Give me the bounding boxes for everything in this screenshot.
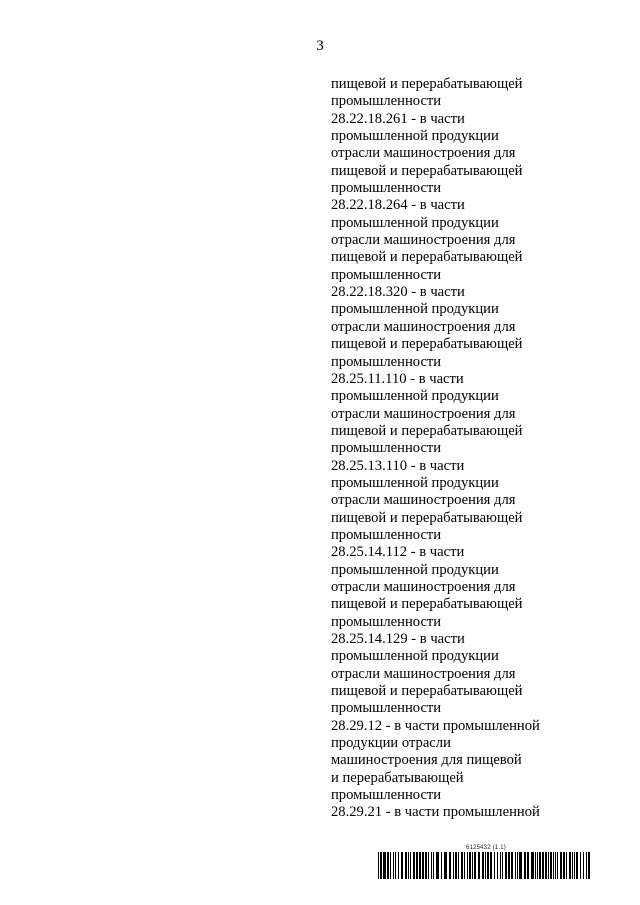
text-line: машиностроения для пищевой xyxy=(331,752,522,769)
text-line: пищевой и перерабатывающей xyxy=(331,249,523,266)
text-line: отрасли машиностроения для xyxy=(331,578,516,595)
text-line: промышленности xyxy=(331,353,442,370)
text-line: промышленности xyxy=(331,180,442,197)
text-line: 28.22.18.320 - в части xyxy=(331,284,465,301)
text-line: 28.25.14.129 - в части xyxy=(331,631,465,647)
text-line: отрасли машиностроения для xyxy=(331,318,516,335)
text-line: отрасли машиностроения для xyxy=(331,145,516,162)
text-line: отрасли машиностроения для xyxy=(331,665,516,682)
text-line: отрасли машиностроения для xyxy=(331,232,516,249)
text-line: 28.25.14.112 - в части xyxy=(331,544,465,561)
text-line: промышленной продукции xyxy=(331,388,499,405)
text-line: 28.29.21 - в части промышленной xyxy=(331,804,540,821)
text-line: пищевой и перерабатывающей xyxy=(331,336,523,353)
text-line: промышленности xyxy=(331,93,442,110)
text-line: промышленности xyxy=(331,787,442,804)
document-code: 6125432 (1.1) xyxy=(466,845,506,851)
text-line: 28.29.12 - в части промышленной xyxy=(331,717,540,734)
text-line: промышленной продукции xyxy=(331,301,499,318)
barcode-icon xyxy=(378,852,590,879)
text-line: промышленности xyxy=(331,526,442,543)
text-line: промышленной продукции xyxy=(331,561,499,578)
text-line: пищевой и перерабатывающей xyxy=(331,509,523,526)
text-line: отрасли машиностроения для xyxy=(331,405,516,422)
text-line: пищевой и перерабатывающей xyxy=(331,683,523,700)
text-line: промышленной продукции xyxy=(331,474,499,491)
text-line: пищевой и перерабатывающей xyxy=(331,422,523,439)
text-line: промышленной продукции xyxy=(331,648,499,665)
text-line: 28.22.18.264 - в части xyxy=(331,197,465,214)
text-line: пищевой и перерабатывающей xyxy=(331,596,523,613)
text-line: и перерабатывающей xyxy=(331,769,464,786)
text-line: 28.25.11.110 - в части xyxy=(331,370,464,387)
page-number: 3 xyxy=(316,38,324,54)
document-text-column xyxy=(331,76,571,822)
text-line: промышленности xyxy=(331,613,442,630)
text-line: 28.22.18.261 - в части xyxy=(331,110,465,127)
text-line: 28.25.13.110 - в части xyxy=(331,457,465,474)
text-line: промышленности xyxy=(331,266,442,283)
text-line: промышленности xyxy=(331,440,442,457)
text-line: продукции отрасли xyxy=(331,735,451,752)
text-line: промышленной продукции xyxy=(331,128,499,145)
text-line: промышленности xyxy=(331,700,442,717)
text-line: промышленной продукции xyxy=(331,214,499,231)
text-line: отрасли машиностроения для xyxy=(331,492,516,509)
text-line: пищевой и перерабатывающей xyxy=(331,162,523,179)
text-line: пищевой и перерабатывающей xyxy=(331,76,523,92)
